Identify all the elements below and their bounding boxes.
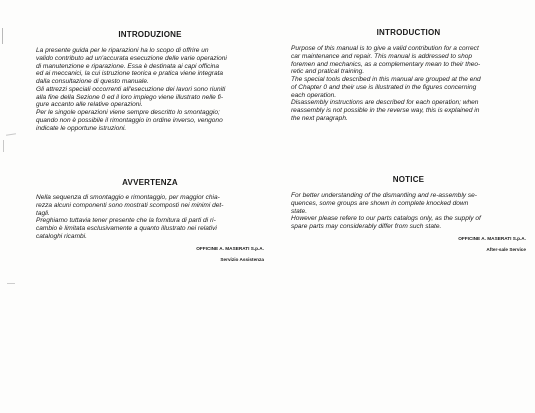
- introduction-body: Purpose of this manual is to give a valid contribution for a correct car maintenance and repair. This manual is addressed to shop foremen and mechanics, as a complementary mean to their theo- retic and pratical training. The special tools described in this manual are grouped at the end of Chapter 0 and their use is illustrated in the figures concerning each operation. Disassembly instructions are described for each operation; when reassembly is not possible in the reverse way, this is explained in the next paragraph.: [291, 45, 481, 122]
- notice-signature-company: OFFICINE A. MASERATI S.p.A.: [458, 235, 526, 241]
- introduzione-section: [36, 30, 264, 132]
- avvertenza-section: [36, 178, 264, 263]
- avvertenza-signature-department: Servizio Assistenza: [220, 256, 264, 262]
- avvertenza-heading: AVVERTENZA: [122, 178, 178, 187]
- scan-edge-mark: [7, 283, 15, 284]
- scan-edge-mark: [6, 133, 16, 135]
- notice-heading: NOTICE: [392, 175, 425, 184]
- notice-section: [291, 175, 526, 253]
- avvertenza-body: Nella sequenza di smontaggio e rimontaggio, per maggior chia- rezza alcuni componenti sono mostrati scomposti nei minimi det- tagli. Preghiamo tuttavia tener presente che la fornitura di parti di ri- cambio è limitata esclusivamente a quanto illustrato nei relativi cataloghi ricambi.: [36, 194, 224, 240]
- introduction-heading: INTRODUCTION: [376, 28, 441, 37]
- notice-signature-department: After-sale Service: [486, 246, 526, 252]
- scan-edge-mark: [3, 140, 4, 152]
- avvertenza-signature-company: OFFICINE A. MASERATI S.p.A.: [196, 245, 264, 251]
- introduzione-heading: INTRODUZIONE: [118, 30, 182, 39]
- introduzione-body: La presente guida per le riparazioni ha lo scopo di offrire un valido contributo ad un'accurata esecuzione delle varie operazioni di manutenzione e riparazione. Essa è destinata ai capi officina ed ai meccanici, la cui istruzione teorica e pratica viene integrata dalla consultazione di questo manuale. Gli attrezzi speciali occorrenti all'esecuzione dei lavori sono riuniti alla fine della Sezione 0 ed il loro impiego viene illustrato nelle fi- gure accanto alle relative operazioni. Per le singole operazioni viene sempre descritto lo smontaggio; quando non è possibile il rimontaggio in ordine inverso, vengono indicate le opportune istruzioni.: [36, 47, 227, 132]
- introduction-section: [291, 28, 526, 123]
- scan-edge-mark: [2, 28, 3, 44]
- notice-body: For better understanding of the dismantling and re-assembly se- quences, some groups are shown in complete knocked down state. However please refere to our parts catalogs only, as the supply of spare parts may considerably differ from such state.: [291, 192, 481, 230]
